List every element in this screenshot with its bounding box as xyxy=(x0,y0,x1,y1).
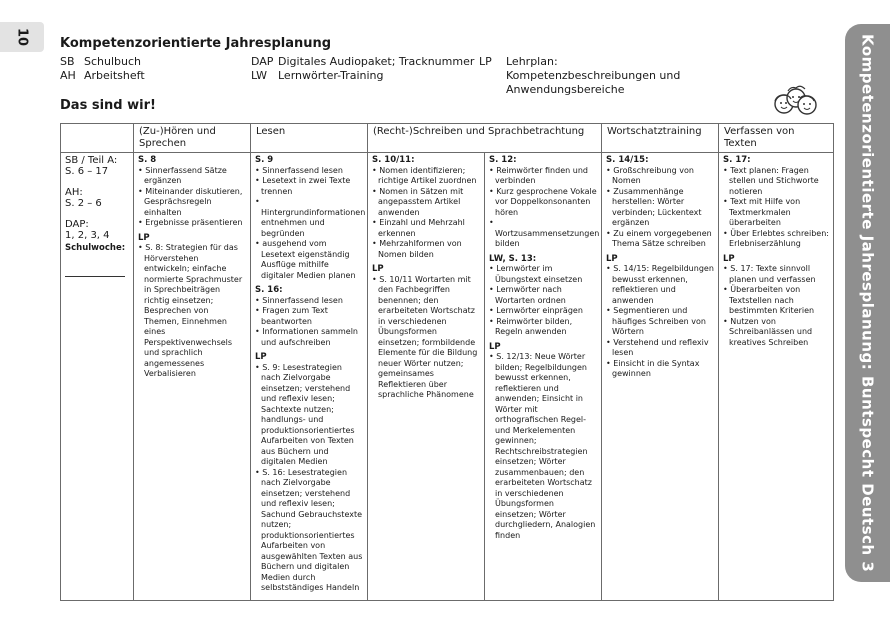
list-item: • Miteinander diskutieren, Gesprächsregeln einhalten xyxy=(138,187,246,219)
list-item: • Lernwörter im Übungstext einsetzen xyxy=(489,264,597,285)
schulwoche-write-line xyxy=(65,276,125,277)
list-item: • Fragen zum Text beantworten xyxy=(255,306,363,327)
legend-entry xyxy=(251,69,474,83)
list-item: • Informationen sammeln und aufschreiben xyxy=(255,327,363,348)
list-item: • Nutzen von Schreibanlässen und kreatives Schreiben xyxy=(723,317,829,349)
page-reference: S. 12: xyxy=(489,155,517,165)
list-item: • Kurz gesprochene Vokale vor Doppelkonsonanten hören xyxy=(489,187,597,219)
list-item: • Hintergrundinformationen entnehmen und begründen xyxy=(255,197,363,239)
list-item: • Reimwörter bilden, Regeln anwenden xyxy=(489,317,597,338)
list-item: • Ergebnisse präsentieren xyxy=(138,218,246,229)
table-cell-verfassen xyxy=(719,153,834,601)
list-item: • Lesetext in zwei Texte trennen xyxy=(255,176,363,197)
list-item: • Wortzusammensetzungen bilden xyxy=(489,218,597,250)
legend-desc: Lehrplan: Kompetenzbeschreibungen und Anwendungsbereiche xyxy=(506,55,681,96)
table-header-cell: Wortschatztraining xyxy=(602,124,719,153)
list-item: • Nomen identifizieren; richtige Artikel zuordnen xyxy=(372,166,480,187)
legend-abbr: DAP xyxy=(251,55,274,68)
list-item: • S. 12/13: Neue Wörter bilden; Regelbildungen bewusst erkennen, reflektieren und anwenden; Einsicht in Wörter mit orthografischen Regel- und Merkelementen gewinnen; Rechtschreibstrategien einsetzen; Wörter zusammenbauen; den erarbeiteten Wortschatz in verschiedenen Übungsformen einsetzen; Wörter durchgliedern, Analogien finden xyxy=(489,352,597,541)
table-row xyxy=(61,153,834,601)
table-cell-wortschatz xyxy=(602,153,719,601)
legend-abbr: SB xyxy=(60,55,75,68)
source-line: SB / Teil A: xyxy=(65,155,118,166)
item-list xyxy=(489,264,597,338)
legend-column-2 xyxy=(251,55,474,83)
children-faces-icon xyxy=(770,84,820,120)
table-header-cell: Verfassen von Texten xyxy=(719,124,834,153)
source-line: AH: xyxy=(65,187,83,198)
side-title: Kompetenzorientierte Jahresplanung: Buntspecht Deutsch 3 xyxy=(858,33,877,573)
item-list xyxy=(255,165,366,282)
lp-list xyxy=(606,264,714,380)
item-list xyxy=(723,166,829,250)
page-number: 10 xyxy=(14,27,30,47)
table-cell-lesen xyxy=(251,153,368,601)
legend-abbr: AH xyxy=(60,69,76,82)
list-item: • Überarbeiten von Textstellen nach bestimmten Kriterien xyxy=(723,285,829,317)
legend-desc: Schulbuch xyxy=(84,55,142,68)
legend-entry xyxy=(251,55,474,69)
lp-label: LP xyxy=(489,341,501,352)
page-reference: S. 8 xyxy=(138,155,157,165)
list-item: • Zusammenhänge herstellen: Wörter verbinden; Lückentext ergänzen xyxy=(606,187,714,229)
legend-column-1 xyxy=(60,55,145,83)
list-item: • S. 10/11 Wortarten mit den Fachbegriffen benennen; den erarbeiteten Wortschatz in verschiedenen Übungsformen einsetzen; formbildende Elemente für die Bildung neuer Wörter nutzen; gemeinsames Reflektieren über sprachliche Phänomene xyxy=(372,275,480,401)
table-header-row xyxy=(61,124,834,153)
table-header-cell: (Recht-)Schreiben und Sprachbetrachtung xyxy=(368,124,602,153)
list-item: • Lernwörter nach Wortarten ordnen xyxy=(489,285,597,306)
list-item: • S. 17: Texte sinnvoll planen und verfassen xyxy=(723,264,829,285)
table-cell-sources xyxy=(61,153,134,601)
page-reference: S. 9 xyxy=(255,155,274,165)
legend-abbr: LP xyxy=(479,55,492,68)
list-item: • Text mit Hilfe von Textmerkmalen überarbeiten xyxy=(723,197,829,229)
lp-list xyxy=(138,243,246,380)
side-band xyxy=(845,24,890,582)
page-title: Kompetenzorientierte Jahresplanung xyxy=(60,36,332,51)
list-item: • S. 14/15: Regelbildungen bewusst erkennen, reflektieren und anwenden xyxy=(606,264,714,306)
list-item: • Einsicht in die Syntax gewinnen xyxy=(606,359,714,380)
table-header-cell xyxy=(61,124,134,153)
list-item: • ausgehend vom Lesetext eigenständig Ausflüge mithilfe digitaler Medien planen xyxy=(255,239,363,281)
page-reference: S. 14/15: xyxy=(606,155,649,165)
page-reference: LW, S. 13: xyxy=(489,253,537,264)
item-list xyxy=(255,296,363,349)
list-item: • S. 8: Strategien für das Hörverstehen entwickeln; einfache normierte Sprachmuster in Sprechbeiträgen richtig einsetzen; Besprechen von Themen, Einnehmen eines Perspektivenwechsels und sprachlich angemessenes Verbalisieren xyxy=(138,243,246,380)
item-list xyxy=(372,166,480,261)
lp-list xyxy=(255,363,363,594)
legend-entry xyxy=(60,69,145,83)
list-item: • Sinnerfassend lesen xyxy=(255,166,363,177)
list-item: • Einzahl und Mehrzahl erkennen xyxy=(372,218,480,239)
lp-label: LP xyxy=(255,352,267,362)
plan-table xyxy=(60,123,834,601)
list-item: • Reimwörter finden und verbinden xyxy=(489,166,597,187)
list-item: • S. 9: Lesestrategien nach Zielvorgabe einsetzen; verstehend und reflexiv lesen; Sachtexte nutzen; handlungs- und produktionsorientiertes Aufarbeiten von Texten aus Büchern und digitalen Medien xyxy=(255,363,363,468)
item-list xyxy=(489,165,600,250)
lp-label: LP xyxy=(372,264,384,274)
list-item: • Sinnerfassend lesen xyxy=(255,296,363,307)
legend-entry xyxy=(60,55,145,69)
schulwoche-label: Schulwoche: xyxy=(65,243,126,253)
item-list xyxy=(606,166,714,250)
list-item: • Segmentieren und häufiges Schreiben von Wörtern xyxy=(606,306,714,338)
list-item: • Großschreibung von Nomen xyxy=(606,166,714,187)
lp-list xyxy=(489,352,597,541)
source-line: 1, 2, 3, 4 xyxy=(65,230,110,241)
legend-entry xyxy=(479,55,719,97)
list-item: • S. 16: Lesestrategien nach Zielvorgabe einsetzen; verstehend und reflexiv lesen; Sachund Gebrauchstexte nutzen; produktionsorientiertes Aufarbeiten von ausgewählten Texten aus Büchern und digitalen Medien durch selbstständiges Handeln xyxy=(255,468,363,594)
page-reference: S. 10/11: xyxy=(372,155,415,165)
list-item: • Verstehend und reflexiv lesen xyxy=(606,338,714,359)
list-item: • Lernwörter einprägen xyxy=(489,306,597,317)
table-cell-schreiben-2 xyxy=(485,153,602,601)
source-line: S. 2 – 6 xyxy=(65,198,102,209)
legend-desc: Arbeitsheft xyxy=(84,69,145,82)
legend-desc: Lernwörter-Training xyxy=(278,69,384,82)
table-header-cell: (Zu-)Hören und Sprechen xyxy=(134,124,251,153)
lp-label: LP xyxy=(723,253,735,264)
legend-column-3 xyxy=(479,55,719,97)
table-header-cell: Lesen xyxy=(251,124,368,153)
lp-label: LP xyxy=(138,232,150,243)
list-item: • Mehrzahlformen von Nomen bilden xyxy=(372,239,480,260)
table-cell-hoeren xyxy=(134,153,251,601)
legend-desc: Digitales Audiopaket; Tracknummer xyxy=(278,55,475,68)
section-title: Das sind wir! xyxy=(60,98,156,113)
page-reference: S. 16: xyxy=(255,285,283,295)
page-reference: S. 17: xyxy=(723,155,751,165)
list-item: • Text planen: Fragen stellen und Stichworte notieren xyxy=(723,166,829,198)
legend-abbr: LW xyxy=(251,69,267,82)
item-list xyxy=(138,166,246,229)
lp-list xyxy=(723,264,829,348)
table-cell-schreiben-1 xyxy=(368,153,485,601)
source-line: DAP: xyxy=(65,219,89,230)
lp-label: LP xyxy=(606,253,618,264)
lp-list xyxy=(372,275,480,401)
list-item: • Über Erlebtes schreiben: Erlebniserzählung xyxy=(723,229,829,250)
source-line: S. 6 – 17 xyxy=(65,166,109,177)
list-item: • Nomen in Sätzen mit angepasstem Artikel anwenden xyxy=(372,187,480,219)
list-item: • Zu einem vorgegebenen Thema Sätze schreiben xyxy=(606,229,714,250)
list-item: • Sinnerfassend Sätze ergänzen xyxy=(138,166,246,187)
page-number-tab xyxy=(0,22,44,52)
